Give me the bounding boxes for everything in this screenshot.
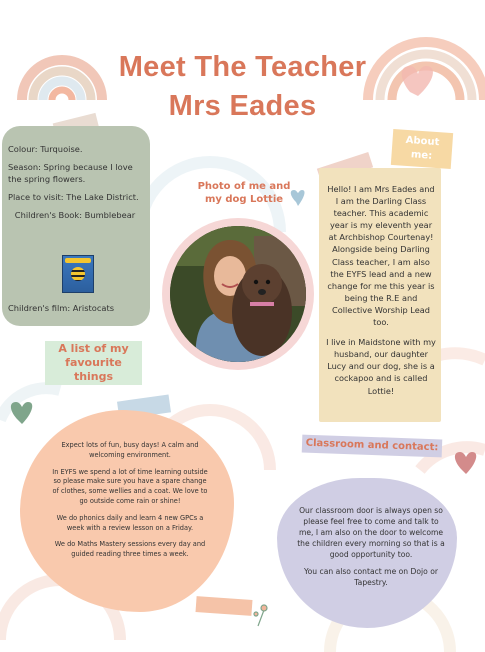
heart-small-photo-icon (291, 190, 305, 206)
page-title-line1: Meet The Teacher (118, 51, 367, 83)
teacher-and-dog-image (170, 226, 306, 362)
bumblebear-book-cover (62, 255, 94, 293)
favourite-film: Children's film: Aristocats (8, 303, 115, 313)
about-paragraph: I live in Maidstone with my husband, our daughter Lucy and our dog, she is a cockapoo and is called Lottie! (326, 337, 436, 396)
favourite-season: Season: Spring because I love the spring flowers. (8, 162, 133, 184)
about-paragraph: Hello! I am Mrs Eades and I am the Darling Class teacher. This academic year is my eleventh year at Archbishop Courtenay! Alongside being Darling Class teacher, I am also the EYFS lead and a new change for me this year is being the R.E and Collective Worship Lead too. (327, 184, 435, 328)
photo-caption: Photo of me and my dog Lottie (197, 181, 291, 205)
heart-right-icon (455, 452, 476, 474)
flower-sprig-icon (254, 605, 267, 626)
heart-left-icon (11, 402, 32, 424)
favourites-list (8, 143, 142, 227)
contact-text (297, 505, 445, 594)
contact-paragraph: You can also contact me on Dojo or Tapestry. (304, 567, 438, 587)
teacher-photo (170, 226, 306, 362)
about-me-label: About me: (391, 129, 453, 169)
about-me-text (325, 183, 437, 405)
expectations-text (52, 441, 208, 567)
bee-icon (71, 267, 85, 281)
contact-paragraph: Our classroom door is always open so please feel free to come and talk to me, I am also on the door to welcome the children every morning so that is a good opportunity too. (297, 506, 445, 559)
tape-orange-bottom (196, 596, 253, 616)
expect-paragraph: In EYFS we spend a lot of time learning outside so please make sure you have a spare change of clothes, some wellies and a coat. We love to go outside come rain or shine! (52, 467, 208, 505)
favourite-place: Place to visit: The Lake District. (8, 192, 139, 202)
expect-paragraph: We do phonics daily and learn 4 new GPCs a week with a review lesson on a Friday. (56, 513, 204, 532)
favourite-colour: Colour: Turquoise. (8, 144, 83, 154)
expect-paragraph: Expect lots of fun, busy days! A calm and welcoming environment. (61, 441, 199, 459)
favourites-label: A list of my favourite things (45, 341, 142, 385)
book-title-strip (65, 258, 91, 263)
page-title-line2: Mrs Eades (168, 90, 317, 122)
favourite-book: Children's Book: Bumblebear (14, 210, 136, 220)
expect-paragraph: We do Maths Mastery sessions every day and guided reading three times a week. (54, 540, 206, 559)
classroom-contact-label: Classroom and contact: (302, 435, 443, 458)
